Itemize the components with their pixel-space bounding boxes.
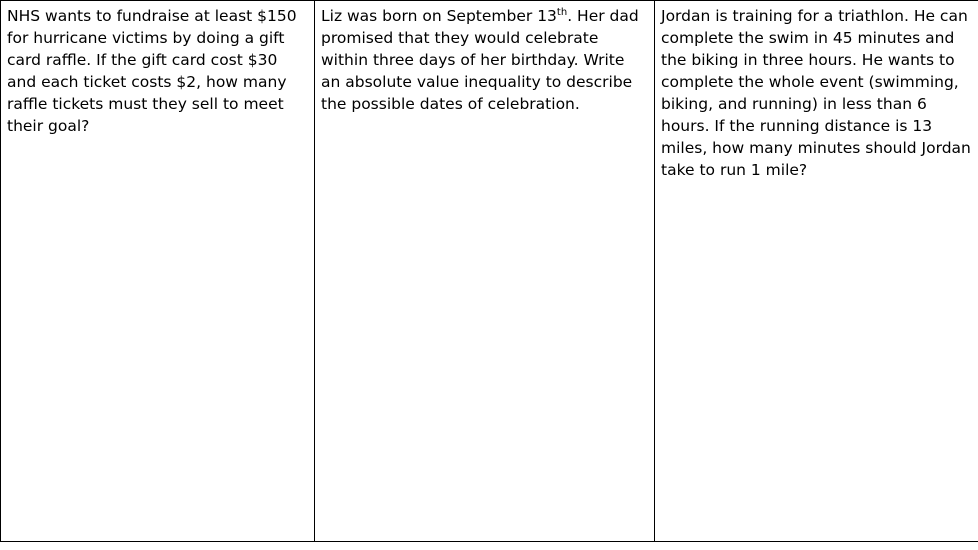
ordinal-suffix: th: [556, 6, 568, 18]
problem-text-birthday: [321, 5, 648, 115]
problem-cell-triathlon: [655, 1, 978, 542]
problem-row: [1, 1, 978, 542]
birthday-text-start: Liz was born on September 13: [321, 7, 557, 25]
problem-cell-birthday: [315, 1, 655, 542]
problem-text-fundraiser: NHS wants to fundraise at least $150 for hurricane victims by doing a gift card raffle. If the gift card cost $30 and each ticket costs $2, how many raffle tickets must they sell to meet their goal?: [7, 7, 297, 135]
problem-cell-fundraiser: [1, 1, 315, 542]
problem-text-triathlon: Jordan is training for a triathlon. He can complete the swim in 45 minutes and the biking in three hours. He wants to complete the whole event (swimming, biking, and running) in less than 6 hours. If the running distance is 13 miles, how many minutes should Jordan take to run 1 mile?: [661, 7, 971, 179]
birthday-text-end: . Her dad promised that they would celebrate within three days of her birthday. Write an absolute value inequality to describe the possible dates of celebration.: [321, 7, 639, 113]
